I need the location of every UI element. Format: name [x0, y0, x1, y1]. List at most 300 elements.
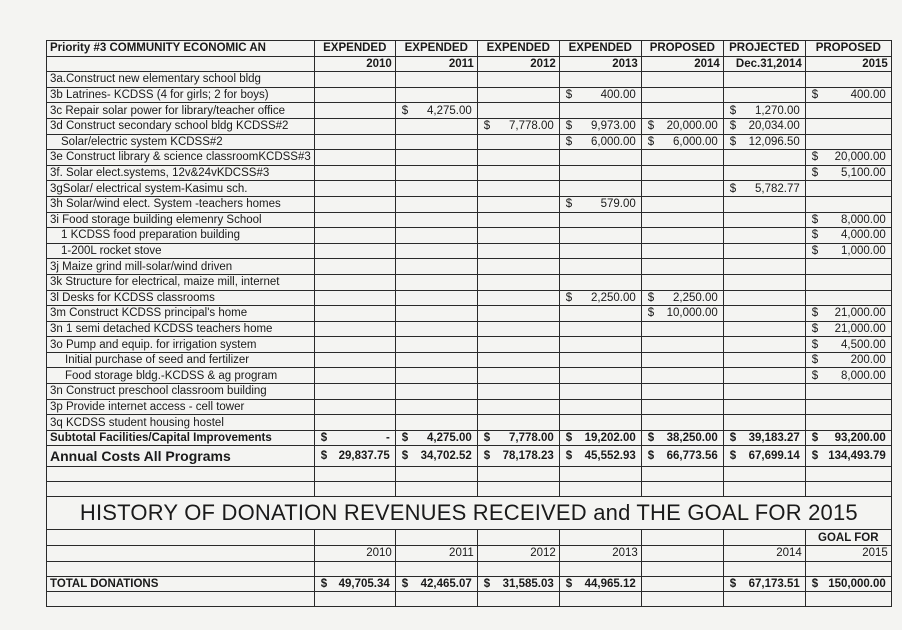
history-year: 2012	[477, 546, 559, 562]
amount-cell	[723, 337, 805, 353]
amount-cell	[641, 274, 723, 290]
amount-cell	[723, 399, 805, 415]
empty-cell	[805, 592, 891, 607]
amount-cell	[395, 228, 477, 244]
amount-cell	[805, 243, 891, 259]
table-row	[47, 103, 892, 119]
table-row	[47, 212, 892, 228]
empty-cell	[395, 530, 477, 546]
amount-cell	[805, 415, 891, 431]
table-row	[47, 150, 892, 166]
amount-cell	[477, 259, 559, 275]
amount-cell	[477, 352, 559, 368]
table-row	[47, 72, 892, 88]
empty-cell	[805, 561, 891, 576]
amount-cell	[395, 118, 477, 134]
row-label: 3n Construct preschool classroom building	[47, 384, 315, 400]
currency-symbol: $	[647, 120, 655, 133]
currency-symbol: $	[811, 322, 819, 335]
amount-cell	[395, 368, 477, 384]
amount-cell	[314, 384, 395, 400]
amount: 579.00	[600, 198, 636, 211]
amount-cell	[395, 399, 477, 415]
amount: 7,778.00	[509, 120, 554, 133]
amount: 2,250.00	[591, 291, 636, 304]
amount-cell	[559, 212, 641, 228]
currency-symbol: $	[483, 432, 491, 445]
currency-symbol: $	[320, 432, 328, 445]
amount: 4,275.00	[427, 104, 472, 117]
amount-cell	[477, 384, 559, 400]
row-label: Solar/electric system KCDSS#2	[47, 134, 315, 150]
row-label: 3a.Construct new elementary school bldg	[47, 72, 315, 88]
currency-symbol: $	[647, 291, 655, 304]
donation-cell	[477, 576, 559, 592]
column-year: Dec.31,2014	[723, 56, 805, 72]
amount-cell	[559, 228, 641, 244]
empty-cell	[559, 482, 641, 497]
currency-symbol: $	[401, 577, 409, 590]
amount-cell	[395, 150, 477, 166]
donation-cell	[805, 576, 891, 592]
table-row	[47, 306, 892, 322]
amount-cell	[723, 196, 805, 212]
amount-cell	[314, 399, 395, 415]
column-year: 2012	[477, 56, 559, 72]
amount-cell	[314, 321, 395, 337]
currency-symbol: $	[483, 120, 491, 133]
amount-cell	[314, 368, 395, 384]
amount-cell	[477, 87, 559, 103]
amount-cell	[395, 134, 477, 150]
table-row	[47, 368, 892, 384]
amount-cell	[559, 415, 641, 431]
empty-cell	[314, 592, 395, 607]
empty-cell	[641, 467, 723, 482]
currency-symbol: $	[565, 432, 573, 445]
empty-cell	[723, 561, 805, 576]
currency-symbol: $	[401, 450, 409, 463]
amount-cell	[559, 134, 641, 150]
amount-cell	[395, 87, 477, 103]
empty-cell	[314, 467, 395, 482]
row-label: 3i Food storage building elemenry School	[47, 212, 315, 228]
currency-symbol: $	[729, 577, 737, 590]
currency-symbol: $	[647, 307, 655, 320]
amount-cell	[641, 72, 723, 88]
subtotal-row	[47, 430, 892, 446]
amount-cell	[559, 165, 641, 181]
row-label: Food storage bldg.-KCDSS & ag program	[47, 368, 315, 384]
empty-cell	[559, 467, 641, 482]
currency-symbol: $	[401, 104, 409, 117]
annual-cell	[641, 446, 723, 467]
empty-cell	[641, 561, 723, 576]
subtotal-cell	[641, 430, 723, 446]
amount-cell	[641, 337, 723, 353]
amount-cell	[723, 259, 805, 275]
amount-cell	[395, 212, 477, 228]
table-row	[47, 118, 892, 134]
amount-cell	[477, 134, 559, 150]
currency-symbol: $	[811, 369, 819, 382]
amount: 400.00	[850, 89, 886, 102]
amount: 1,000.00	[841, 245, 886, 258]
amount-cell	[395, 321, 477, 337]
amount-cell	[395, 384, 477, 400]
row-label: 3j Maize grind mill-solar/wind driven	[47, 259, 315, 275]
amount-cell	[559, 368, 641, 384]
currency-symbol: $	[811, 89, 819, 102]
amount-cell	[641, 352, 723, 368]
amount-cell	[314, 259, 395, 275]
annual-cell	[477, 446, 559, 467]
amount-cell	[395, 72, 477, 88]
row-label: 3q KCDSS student housing hostel	[47, 415, 315, 431]
amount-cell	[477, 368, 559, 384]
currency-symbol: $	[401, 432, 409, 445]
amount-cell	[559, 321, 641, 337]
empty-cell	[723, 482, 805, 497]
amount-cell	[314, 103, 395, 119]
row-label: 3p Provide internet access - cell tower	[47, 399, 315, 415]
column-header: PROPOSED	[805, 41, 891, 57]
amount-cell	[477, 165, 559, 181]
currency-symbol: $	[565, 291, 573, 304]
subtotal-cell	[314, 430, 395, 446]
empty-cell	[314, 482, 395, 497]
amount: 10,000.00	[666, 307, 718, 320]
header-row	[47, 41, 892, 57]
currency-symbol: $	[647, 135, 655, 148]
amount-cell	[559, 290, 641, 306]
amount-cell	[559, 196, 641, 212]
amount-cell	[477, 243, 559, 259]
amount-cell	[805, 165, 891, 181]
row-label: 1 KCDSS food preparation building	[47, 228, 315, 244]
currency-symbol: $	[811, 307, 819, 320]
empty-cell	[805, 482, 891, 497]
column-year: 2015	[805, 56, 891, 72]
subtotal-label: Subtotal Facilities/Capital Improvements	[47, 430, 315, 446]
table-row	[47, 165, 892, 181]
amount-cell	[805, 118, 891, 134]
column-year: 2014	[641, 56, 723, 72]
empty-cell	[47, 530, 315, 546]
row-label: 3f. Solar elect.systems, 12v&24vKDCSS#3	[47, 165, 315, 181]
row-label: 3b Latrines- KCDSS (4 for girls; 2 for boys)	[47, 87, 315, 103]
annual-label: Annual Costs All Programs	[47, 446, 315, 467]
amount: 5,782.77	[755, 182, 800, 195]
row-label: 3c Repair solar power for library/teacher office	[47, 103, 315, 119]
column-header: EXPENDED	[477, 41, 559, 57]
history-year: 2013	[559, 546, 641, 562]
goal-label: GOAL FOR	[805, 530, 891, 546]
currency-symbol: $	[565, 135, 573, 148]
table-row	[47, 259, 892, 275]
amount-cell	[723, 368, 805, 384]
amount: 7,778.00	[509, 432, 554, 445]
history-year: 2010	[314, 546, 395, 562]
amount: 38,250.00	[666, 432, 718, 445]
amount: 49,705.34	[338, 577, 390, 590]
column-header: PROPOSED	[641, 41, 723, 57]
amount-cell	[805, 134, 891, 150]
amount-cell	[314, 290, 395, 306]
table-row	[47, 290, 892, 306]
donation-cell	[395, 576, 477, 592]
row-label: 3k Structure for electrical, maize mill, internet	[47, 274, 315, 290]
amount-cell	[314, 72, 395, 88]
amount-cell	[314, 352, 395, 368]
amount-cell	[314, 243, 395, 259]
amount-cell	[641, 212, 723, 228]
currency-symbol: $	[811, 167, 819, 180]
currency-symbol: $	[811, 245, 819, 258]
amount-cell	[641, 415, 723, 431]
amount-cell	[559, 274, 641, 290]
currency-symbol: $	[811, 432, 819, 445]
empty-row	[47, 482, 892, 497]
amount-cell	[723, 134, 805, 150]
amount-cell	[559, 181, 641, 197]
total-donations-label: TOTAL DONATIONS	[47, 576, 315, 592]
subtotal-cell	[723, 430, 805, 446]
empty-cell	[723, 530, 805, 546]
amount-cell	[477, 72, 559, 88]
empty-cell	[805, 467, 891, 482]
amount-cell	[559, 399, 641, 415]
table-row	[47, 352, 892, 368]
history-year: 2011	[395, 546, 477, 562]
amount-cell	[477, 212, 559, 228]
amount: 67,173.51	[748, 577, 800, 590]
amount-cell	[477, 321, 559, 337]
amount: 31,585.03	[502, 577, 554, 590]
amount: 29,837.75	[338, 450, 390, 463]
history-title: HISTORY OF DONATION REVENUES RECEIVED and THE GOAL FOR 2015	[47, 497, 892, 530]
currency-symbol: $	[729, 182, 737, 195]
amount-cell	[477, 337, 559, 353]
currency-symbol: $	[565, 89, 573, 102]
amount-cell	[559, 352, 641, 368]
amount-cell	[723, 306, 805, 322]
amount-cell	[314, 196, 395, 212]
empty-row	[47, 561, 892, 576]
amount-cell	[641, 321, 723, 337]
empty-cell	[559, 561, 641, 576]
amount-cell	[477, 306, 559, 322]
empty-cell	[395, 592, 477, 607]
table-row	[47, 321, 892, 337]
table-row	[47, 415, 892, 431]
amount-cell	[723, 181, 805, 197]
amount: -	[385, 432, 390, 445]
amount-cell	[314, 134, 395, 150]
annual-cell	[723, 446, 805, 467]
history-year: 2015	[805, 546, 891, 562]
currency-symbol: $	[729, 104, 737, 117]
currency-symbol: $	[811, 213, 819, 226]
amount-cell	[477, 228, 559, 244]
amount: 2,250.00	[673, 291, 718, 304]
column-header: EXPENDED	[559, 41, 641, 57]
empty-cell	[47, 592, 315, 607]
amount-cell	[395, 274, 477, 290]
amount-cell	[641, 181, 723, 197]
amount-cell	[395, 306, 477, 322]
amount-cell	[314, 274, 395, 290]
amount: 44,965.12	[584, 577, 636, 590]
amount-cell	[723, 118, 805, 134]
table-row	[47, 337, 892, 353]
amount-cell	[805, 321, 891, 337]
annual-row	[47, 446, 892, 467]
amount: 19,202.00	[584, 432, 636, 445]
empty-cell	[47, 467, 315, 482]
empty-cell	[723, 592, 805, 607]
empty-cell	[641, 592, 723, 607]
row-label: 3l Desks for KCDSS classrooms	[47, 290, 315, 306]
amount-cell	[805, 259, 891, 275]
amount: 400.00	[600, 89, 636, 102]
amount-cell	[395, 103, 477, 119]
amount-cell	[395, 290, 477, 306]
amount: 45,552.93	[584, 450, 636, 463]
amount-cell	[395, 415, 477, 431]
empty-cell	[314, 530, 395, 546]
empty-cell	[47, 561, 315, 576]
amount-cell	[805, 337, 891, 353]
amount-cell	[641, 259, 723, 275]
amount-cell	[559, 150, 641, 166]
amount-cell	[805, 212, 891, 228]
row-label: 1-200L rocket stove	[47, 243, 315, 259]
amount: 134,493.79	[828, 450, 886, 463]
amount: 78,178.23	[502, 450, 554, 463]
amount-cell	[559, 118, 641, 134]
donation-cell	[641, 576, 723, 592]
currency-symbol: $	[811, 151, 819, 164]
empty-cell	[47, 482, 315, 497]
amount-cell	[477, 118, 559, 134]
subtotal-cell	[805, 430, 891, 446]
amount-cell	[805, 352, 891, 368]
amount-cell	[477, 196, 559, 212]
amount-cell	[805, 196, 891, 212]
table-row	[47, 228, 892, 244]
history-year: 2014	[723, 546, 805, 562]
amount-cell	[395, 243, 477, 259]
amount: 4,275.00	[427, 432, 472, 445]
amount-cell	[641, 103, 723, 119]
annual-cell	[559, 446, 641, 467]
amount-cell	[805, 384, 891, 400]
currency-symbol: $	[647, 432, 655, 445]
amount-cell	[805, 274, 891, 290]
amount: 6,000.00	[591, 135, 636, 148]
amount: 34,702.52	[420, 450, 472, 463]
amount: 66,773.56	[666, 450, 718, 463]
amount-cell	[314, 181, 395, 197]
amount-cell	[477, 103, 559, 119]
budget-table	[46, 40, 892, 607]
amount: 93,200.00	[834, 432, 886, 445]
amount: 21,000.00	[834, 307, 886, 320]
empty-cell	[641, 482, 723, 497]
column-year: 2011	[395, 56, 477, 72]
amount-cell	[723, 290, 805, 306]
amount-cell	[641, 228, 723, 244]
amount-cell	[641, 243, 723, 259]
amount-cell	[395, 196, 477, 212]
table-row	[47, 181, 892, 197]
empty-row	[47, 467, 892, 482]
amount-cell	[723, 415, 805, 431]
empty-cell	[477, 482, 559, 497]
empty-cell	[47, 546, 315, 562]
amount-cell	[314, 337, 395, 353]
amount-cell	[723, 321, 805, 337]
amount-cell	[395, 181, 477, 197]
amount: 150,000.00	[828, 577, 886, 590]
blank-cell	[47, 56, 315, 72]
amount-cell	[641, 306, 723, 322]
amount: 20,034.00	[748, 120, 800, 133]
currency-symbol: $	[811, 354, 819, 367]
subtotal-cell	[477, 430, 559, 446]
amount-cell	[314, 415, 395, 431]
amount-cell	[477, 181, 559, 197]
amount-cell	[559, 243, 641, 259]
empty-cell	[559, 530, 641, 546]
empty-cell	[477, 561, 559, 576]
amount: 4,500.00	[841, 338, 886, 351]
amount-cell	[641, 368, 723, 384]
amount-cell	[723, 228, 805, 244]
donation-cell	[723, 576, 805, 592]
amount: 12,096.50	[748, 135, 800, 148]
table-row	[47, 196, 892, 212]
row-label: Initial purchase of seed and fertilizer	[47, 352, 315, 368]
column-header: PROJECTED	[723, 41, 805, 57]
amount-cell	[641, 290, 723, 306]
amount-cell	[314, 87, 395, 103]
amount: 9,973.00	[591, 120, 636, 133]
amount-cell	[641, 165, 723, 181]
currency-symbol: $	[565, 120, 573, 133]
currency-symbol: $	[811, 450, 819, 463]
amount-cell	[805, 368, 891, 384]
amount: 200.00	[850, 354, 886, 367]
amount: 67,699.14	[748, 450, 800, 463]
amount-cell	[723, 72, 805, 88]
row-label: 3h Solar/wind elect. System -teachers homes	[47, 196, 315, 212]
amount-cell	[805, 87, 891, 103]
amount-cell	[641, 134, 723, 150]
currency-symbol: $	[729, 432, 737, 445]
table-title: Priority #3 COMMUNITY ECONOMIC AN	[47, 41, 315, 57]
column-header: EXPENDED	[395, 41, 477, 57]
amount-cell	[477, 274, 559, 290]
empty-cell	[395, 482, 477, 497]
empty-cell	[477, 592, 559, 607]
amount-cell	[559, 337, 641, 353]
amount-cell	[477, 415, 559, 431]
row-label: 3e Construct library & science classroomKCDSS#3	[47, 150, 315, 166]
amount-cell	[395, 165, 477, 181]
empty-cell	[477, 530, 559, 546]
